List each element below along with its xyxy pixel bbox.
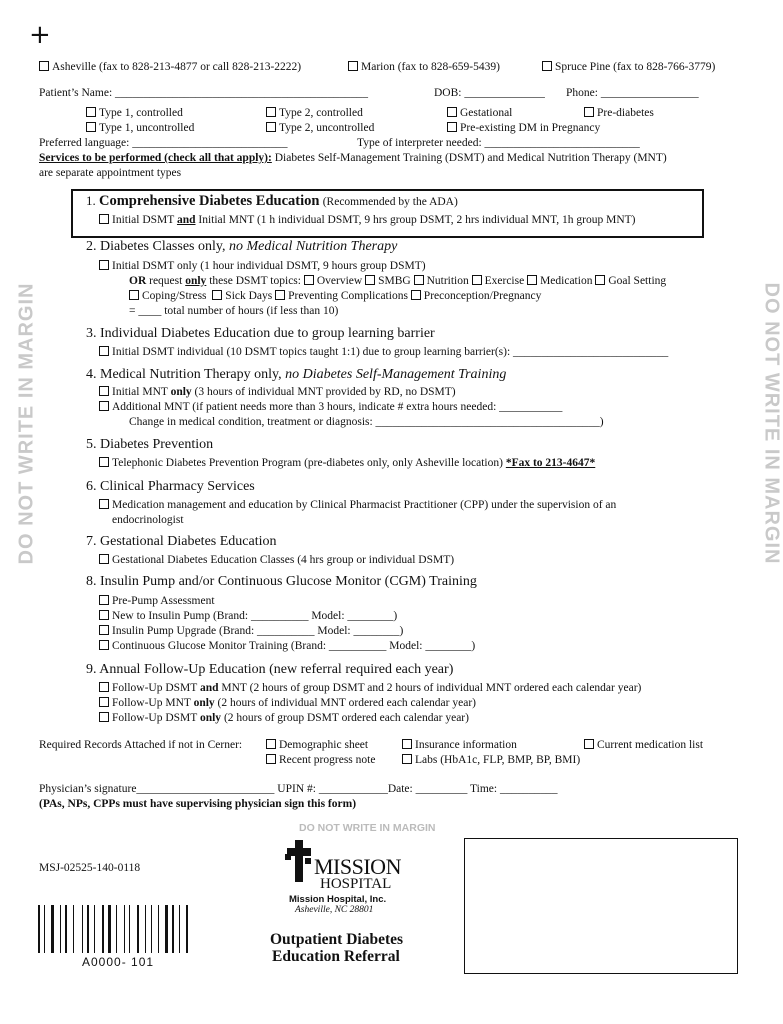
barcode-bar [133, 905, 136, 953]
patient-label-box[interactable] [464, 838, 738, 974]
record-medication-list[interactable]: Current medication list [584, 739, 703, 751]
checkbox[interactable] [266, 122, 276, 132]
barcode-bar [82, 905, 83, 953]
checkbox[interactable] [447, 122, 457, 132]
phone-field[interactable]: Phone: _________________ [566, 87, 699, 99]
barcode-bar [116, 905, 117, 953]
interpreter-field[interactable]: Type of interpreter needed: ___________________________ [357, 137, 640, 149]
checkbox[interactable] [99, 554, 109, 564]
checkbox[interactable] [99, 610, 109, 620]
barcode-bar [169, 905, 170, 953]
barcode-bar [84, 905, 85, 953]
margin-warning-bottom: DO NOT WRITE IN MARGIN [299, 822, 436, 834]
section-1-title: 1. Comprehensive Diabetes Education (Recommended by the ADA) [86, 193, 458, 209]
change-condition-field[interactable]: Change in medical condition, treatment or diagnosis: _______________________________________) [129, 416, 604, 428]
barcode-bar [147, 905, 149, 953]
margin-warning-left: DO NOT WRITE IN MARGIN [15, 282, 38, 565]
checkbox[interactable] [99, 214, 109, 224]
barcode-bar [94, 905, 95, 953]
checkbox[interactable] [527, 275, 537, 285]
checkbox[interactable] [99, 346, 109, 356]
barcode-bar [56, 905, 57, 953]
form-title-line-1: Outpatient Diabetes [270, 931, 404, 948]
section-6-title: 6. Clinical Pharmacy Services [86, 479, 255, 494]
location-marion[interactable]: Marion (fax to 828-659-5439) [348, 61, 500, 73]
dsmt-topics-row-2 [129, 290, 541, 302]
topic-medication[interactable]: Medication [527, 275, 592, 287]
barcode-bar [151, 905, 152, 953]
checkbox[interactable] [86, 122, 96, 132]
barcode-bar [87, 905, 89, 953]
section-9-title: 9. Annual Follow-Up Education (new referral required each year) [86, 662, 454, 677]
barcode-bar [145, 905, 146, 953]
topic-goal-setting[interactable]: Goal Setting [595, 275, 666, 287]
barcode-bar [60, 905, 61, 953]
barcode-bar [38, 905, 40, 953]
barcode-bar [119, 905, 121, 953]
checkbox[interactable] [584, 739, 594, 749]
checkbox[interactable] [212, 290, 222, 300]
barcode-bar [158, 905, 159, 953]
barcode-bar [105, 905, 106, 953]
form-title-line-2: Education Referral [272, 948, 400, 965]
type1-uncontrolled-option[interactable]: Type 1, uncontrolled [86, 122, 194, 134]
barcode-bar [124, 905, 125, 953]
checkbox[interactable] [99, 499, 109, 509]
registration-mark: + [29, 20, 51, 50]
record-demographic[interactable]: Demographic sheet [266, 739, 368, 751]
preexisting-dm-option[interactable]: Pre-existing DM in Pregnancy [447, 122, 600, 134]
comprehensive-option[interactable]: Initial DSMT and Initial MNT (1 h individual DSMT, 9 hrs group DSMT, 2 hrs individual MNT, 1h group MNT) [99, 214, 635, 226]
followup-dsmt-option[interactable]: Follow-Up DSMT only (2 hours of group DSMT ordered each calendar year) [99, 712, 469, 724]
dsmt-topics-row-1: OR request only these DSMT topics: Overview SMBG Nutrition Exercise Medication Goal Setting [129, 275, 667, 287]
topic-overview[interactable]: Overview [304, 275, 362, 287]
type2-uncontrolled-option[interactable]: Type 2, uncontrolled [266, 122, 374, 134]
section-8-title: 8. Insulin Pump and/or Continuous Glucose Monitor (CGM) Training [86, 574, 477, 589]
org-name: Mission Hospital, Inc. [289, 894, 387, 905]
checkbox[interactable] [402, 754, 412, 764]
cgm-training-option[interactable]: Continuous Glucose Monitor Training (Brand: __________ Model: ________) [99, 640, 475, 652]
barcode-bar [70, 905, 72, 953]
checkbox[interactable] [99, 457, 109, 467]
dob-field[interactable]: DOB: ______________ [434, 87, 545, 99]
checkbox[interactable] [348, 61, 358, 71]
barcode-bar [186, 905, 188, 953]
form-number: MSJ-02525-140-0118 [39, 862, 141, 874]
location-asheville[interactable]: Asheville (fax to 828-213-4877 or call 828-213-2222) [39, 61, 301, 73]
checkbox[interactable] [99, 260, 109, 270]
barcode-bar [141, 905, 142, 953]
checkbox[interactable] [86, 107, 96, 117]
topic-nutrition[interactable]: Nutrition [414, 275, 469, 287]
prevention-program-option[interactable]: Telephonic Diabetes Prevention Program (pre-diabetes only, only Asheville location) *Fax to 213-4647* [99, 457, 595, 469]
type2-controlled-option[interactable]: Type 2, controlled [266, 107, 363, 119]
logo-word-mission: MISSION [314, 854, 401, 879]
total-hours-field[interactable]: = ____ total number of hours (if less than 10) [129, 305, 339, 317]
section-4-title: 4. Medical Nutrition Therapy only, no Diabetes Self-Management Training [86, 367, 507, 382]
signature-line[interactable]: Physician’s signature________________________ UPIN #: ____________Date: _________ Time: __________ [39, 783, 558, 795]
checkbox[interactable] [99, 401, 109, 411]
section-3-title: 3. Individual Diabetes Education due to group learning barrier [86, 326, 435, 341]
checkbox[interactable] [275, 290, 285, 300]
barcode-bar [126, 905, 127, 953]
checkbox[interactable] [584, 107, 594, 117]
location-spruce-pine[interactable]: Spruce Pine (fax to 828-766-3779) [542, 61, 715, 73]
checkbox[interactable] [595, 275, 605, 285]
checkbox[interactable] [542, 61, 552, 71]
language-field[interactable]: Preferred language: ___________________________ [39, 137, 288, 149]
checkbox[interactable] [99, 697, 109, 707]
gestational-classes-option[interactable]: Gestational Diabetes Education Classes (4 hrs group or individual DSMT) [99, 554, 454, 566]
margin-warning-right: DO NOT WRITE IN MARGIN [760, 282, 783, 565]
barcode-bar [165, 905, 168, 953]
checkbox[interactable] [402, 739, 412, 749]
barcode-bar [97, 905, 99, 953]
initial-mnt-option[interactable]: Initial MNT only (3 hours of individual MNT provided by RD, no DSMT) [99, 386, 456, 398]
record-insurance[interactable]: Insurance information [402, 739, 517, 751]
checkbox[interactable] [99, 625, 109, 635]
pre-pump-option[interactable]: Pre-Pump Assessment [99, 595, 215, 607]
barcode-bar [65, 905, 67, 953]
barcode-bar [76, 905, 79, 953]
barcode-bar [179, 905, 180, 953]
checkbox[interactable] [304, 275, 314, 285]
signature-note: (PAs, NPs, CPPs must have supervising physician sign this form) [39, 798, 357, 810]
barcode-bar [102, 905, 104, 953]
barcode-bar [51, 905, 54, 953]
topic-coping[interactable]: Coping/Stress [129, 290, 207, 302]
followup-both-option[interactable]: Follow-Up DSMT and MNT (2 hours of group DSMT and 2 hours of individual MNT ordered each calendar year) [99, 682, 641, 694]
pharmacy-option[interactable]: Medication management and education by Clinical Pharmacist Practitioner (CPP) under the supervision of an [99, 499, 616, 511]
checkbox[interactable] [411, 290, 421, 300]
checkbox[interactable] [129, 290, 139, 300]
additional-mnt-option[interactable]: Additional MNT (if patient needs more than 3 hours, indicate # extra hours needed: ___________ [99, 401, 562, 413]
checkbox[interactable] [447, 107, 457, 117]
prediabetes-option[interactable]: Pre-diabetes [584, 107, 654, 119]
barcode-bar [114, 905, 115, 953]
dsmt-individual-option[interactable]: Initial DSMT individual (10 DSMT topics taught 1:1) due to group learning barrier(s): ___________________________ [99, 346, 668, 358]
barcode-bar [41, 905, 42, 953]
followup-mnt-option[interactable]: Follow-Up MNT only (2 hours of individual MNT ordered each calendar year) [99, 697, 476, 709]
barcode-bar [92, 905, 93, 953]
checkbox[interactable] [266, 754, 276, 764]
new-pump-option[interactable]: New to Insulin Pump (Brand: __________ Model: ________) [99, 610, 397, 622]
type1-controlled-option[interactable]: Type 1, controlled [86, 107, 183, 119]
topic-preconception[interactable]: Preconception/Pregnancy [411, 290, 542, 302]
checkbox[interactable] [414, 275, 424, 285]
barcode-bar [73, 905, 74, 953]
barcode-bar [177, 905, 178, 953]
barcode-bar [44, 905, 45, 953]
checkbox[interactable] [99, 386, 109, 396]
services-heading: Services to be performed (check all that apply): Diabetes Self-Management Training (DSMT) and Medical Nutrition Therapy (MNT) [39, 152, 667, 164]
barcode-bar [182, 905, 183, 953]
checkbox[interactable] [39, 61, 49, 71]
section-5-title: 5. Diabetes Prevention [86, 437, 214, 452]
checkbox[interactable] [472, 275, 482, 285]
checkbox[interactable] [99, 595, 109, 605]
records-label: Required Records Attached if not in Cerner: [39, 739, 243, 751]
org-city: Asheville, NC 28801 [295, 905, 374, 915]
checkbox[interactable] [365, 275, 375, 285]
topic-preventing[interactable]: Preventing Complications [275, 290, 408, 302]
barcode [38, 905, 189, 953]
services-subtext: are separate appointment types [39, 167, 182, 179]
barcode-bar [48, 905, 50, 953]
logo-word-hospital: HOSPITAL [320, 876, 392, 892]
topic-smbg[interactable]: SMBG [365, 275, 411, 287]
barcode-bar [137, 905, 139, 953]
gestational-option[interactable]: Gestational [447, 107, 512, 119]
section-7-title: 7. Gestational Diabetes Education [86, 534, 277, 549]
section-2-title: 2. Diabetes Classes only, no Medical Nutrition Therapy [86, 239, 398, 254]
barcode-bar [108, 905, 111, 953]
dsmt-only-option[interactable]: Initial DSMT only (1 hour individual DSMT, 9 hours group DSMT) [99, 260, 426, 272]
checkbox[interactable] [266, 739, 276, 749]
barcode-bar [172, 905, 174, 953]
checkbox[interactable] [266, 107, 276, 117]
patient-name-field[interactable]: Patient’s Name: ____________________________________________ [39, 87, 369, 99]
record-labs[interactable]: Labs (HbA1c, FLP, BMP, BP, BMI) [402, 754, 580, 766]
checkbox[interactable] [99, 682, 109, 692]
barcode-bar [155, 905, 157, 953]
barcode-text: A0000- 101 [82, 955, 155, 969]
pharmacy-option-cont: endocrinologist [112, 514, 184, 526]
barcode-bar [161, 905, 162, 953]
checkbox[interactable] [99, 640, 109, 650]
barcode-bar [129, 905, 130, 953]
checkbox[interactable] [99, 712, 109, 722]
topic-exercise[interactable]: Exercise [472, 275, 525, 287]
pump-upgrade-option[interactable]: Insulin Pump Upgrade (Brand: __________ Model: ________) [99, 625, 403, 637]
topic-sick-days[interactable]: Sick Days [212, 290, 272, 302]
record-progress-note[interactable]: Recent progress note [266, 754, 375, 766]
barcode-bar [62, 905, 63, 953]
